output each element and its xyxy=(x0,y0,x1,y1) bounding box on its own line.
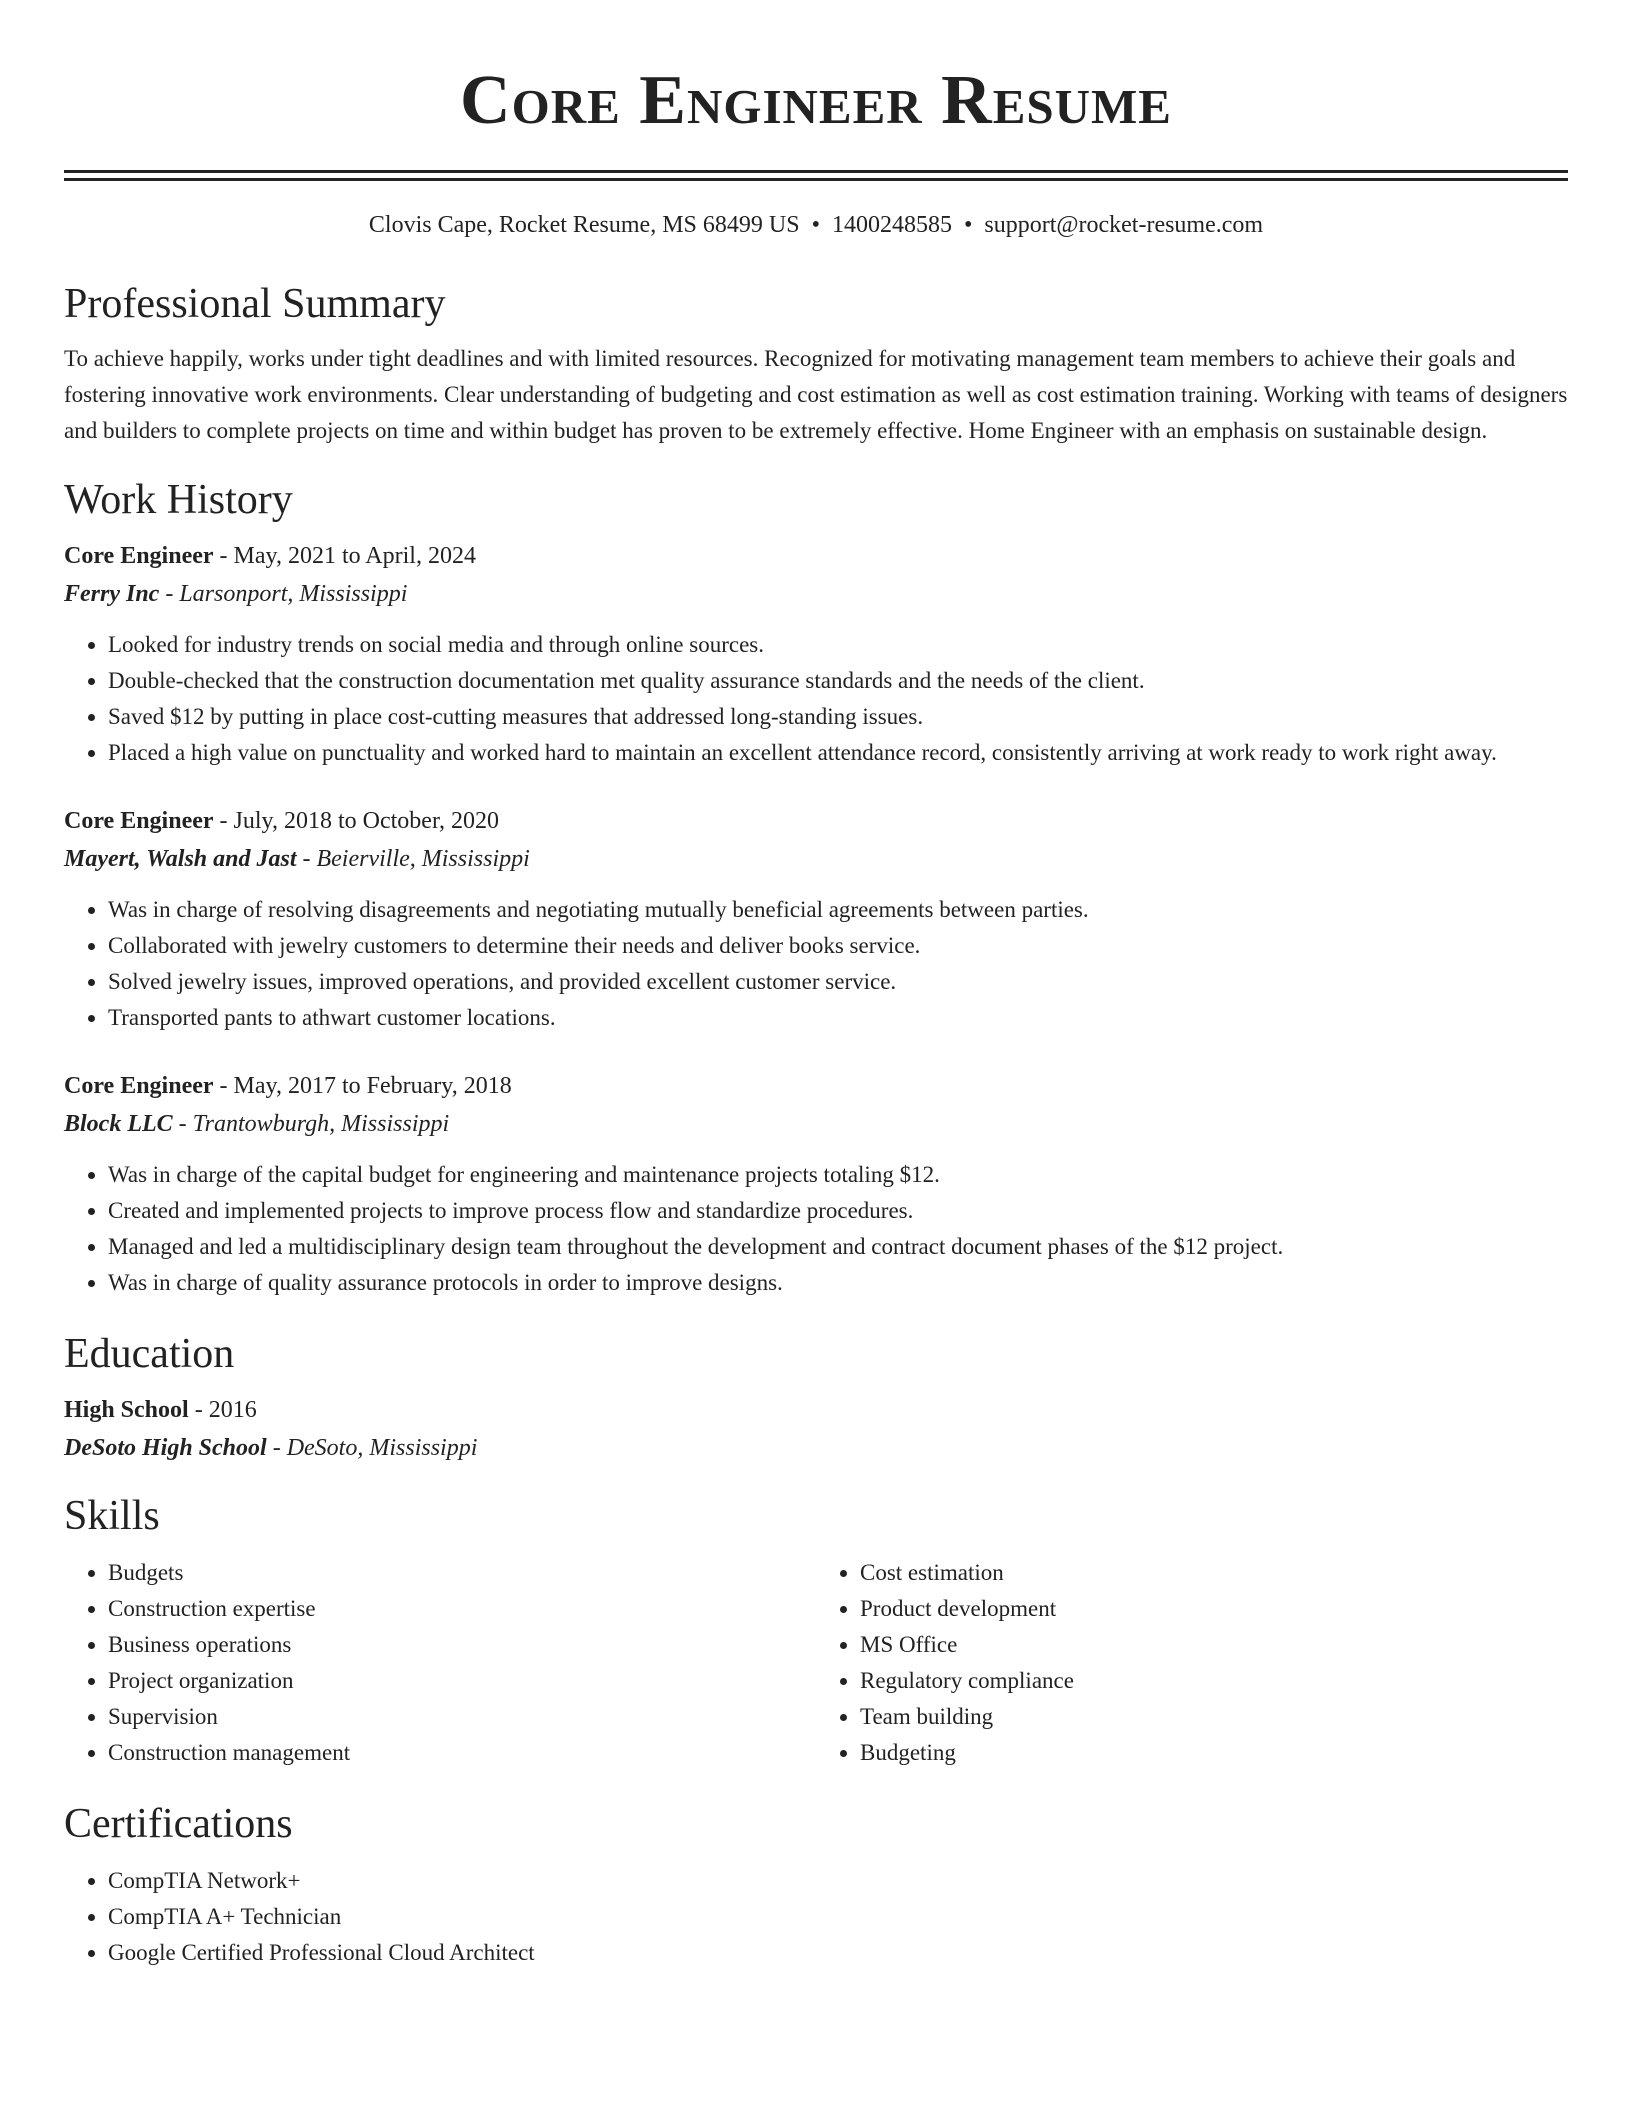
skill-item: • MS Office xyxy=(860,1627,1568,1663)
summary-heading: Professional Summary xyxy=(64,281,446,327)
page-title: Core Engineer Resume xyxy=(460,62,1172,139)
certification-item: • CompTIA Network+ xyxy=(108,1863,1568,1899)
job-bullet: • Was in charge of resolving disagreements and negotiating mutually beneficial agreements between parties. xyxy=(108,892,1568,928)
contact-phone: 1400248585 xyxy=(831,212,952,238)
education-degree: High School xyxy=(64,1397,189,1423)
job-bullet: • Looked for industry trends on social media and through online sources. xyxy=(108,627,1568,663)
skill-item: • Regulatory compliance xyxy=(860,1663,1568,1699)
job-bullet: • Was in charge of quality assurance protocols in order to improve designs. xyxy=(108,1265,1568,1301)
job-bullet: • Solved jewelry issues, improved operations, and provided excellent customer service. xyxy=(108,964,1568,1000)
job-bullet: • Double-checked that the construction documentation met quality assurance standards and the needs of the client. xyxy=(108,663,1568,699)
job-title: Core Engineer xyxy=(64,1073,214,1099)
education-entry xyxy=(64,1391,1568,1467)
skill-item: • Team building xyxy=(860,1699,1568,1735)
job-bullet: • Was in charge of the capital budget for engineering and maintenance projects totaling $12. xyxy=(108,1157,1568,1193)
job-location: - Larsonport, Mississippi xyxy=(159,581,408,607)
job-company-line xyxy=(64,575,1568,613)
job-bullet: • Saved $12 by putting in place cost-cutting measures that addressed long-standing issues. xyxy=(108,699,1568,735)
job-bullet: • Placed a high value on punctuality and worked hard to maintain an excellent attendance record, consistently arriving at work ready to work right away. xyxy=(108,735,1568,771)
job-bullet: • Transported pants to athwart customer locations. xyxy=(108,1000,1568,1036)
skill-item: • Construction expertise xyxy=(108,1591,816,1627)
job-dates: - May, 2021 to April, 2024 xyxy=(213,543,476,569)
job-title: Core Engineer xyxy=(64,543,214,569)
skills-list-right xyxy=(816,1555,1568,1771)
job-entry-3 xyxy=(64,1067,1568,1301)
skill-item: • Project organization xyxy=(108,1663,816,1699)
job-company: Ferry Inc xyxy=(64,581,160,607)
skills-list-left xyxy=(64,1555,816,1771)
education-school: DeSoto High School xyxy=(64,1435,267,1461)
job-bullets xyxy=(64,627,1568,771)
education-degree-line xyxy=(64,1391,1568,1429)
education-school-line xyxy=(64,1429,1568,1467)
summary-text: To achieve happily, works under tight deadlines and with limited resources. Recognized for motivating management team members to achieve their goals and fostering innovative work environments. Clear understanding of budgeting and cost estimation as well as cost estimation training. Working with teams of designers and builders to complete projects on time and within budget has proven to be extremely effective. Home Engineer with an emphasis on sustainable design. xyxy=(64,346,1568,443)
skill-item: • Supervision xyxy=(108,1699,816,1735)
skill-item: • Cost estimation xyxy=(860,1555,1568,1591)
job-entry-2 xyxy=(64,802,1568,1036)
job-title-line xyxy=(64,1067,1568,1105)
contact-address: Clovis Cape, Rocket Resume, MS 68499 US xyxy=(368,212,800,238)
job-bullet: • Collaborated with jewelry customers to determine their needs and deliver books service. xyxy=(108,928,1568,964)
job-title-line xyxy=(64,537,1568,575)
contact-line xyxy=(64,209,1568,241)
contact-email: support@rocket-resume.com xyxy=(984,212,1264,238)
work-history-heading: Work History xyxy=(64,477,293,523)
certification-item: • Google Certified Professional Cloud Architect xyxy=(108,1935,1568,1971)
skill-item: • Budgeting xyxy=(860,1735,1568,1771)
job-location: - Trantowburgh, Mississippi xyxy=(172,1111,450,1137)
job-bullet: • Created and implemented projects to improve process flow and standardize procedures. xyxy=(108,1193,1568,1229)
job-bullet: • Managed and led a multidisciplinary design team throughout the development and contract document phases of the $12 project. xyxy=(108,1229,1568,1265)
job-title: Core Engineer xyxy=(64,808,214,834)
job-company: Block LLC xyxy=(64,1111,173,1137)
job-bullets xyxy=(64,892,1568,1036)
job-dates: - July, 2018 to October, 2020 xyxy=(213,808,499,834)
skill-item: • Construction management xyxy=(108,1735,816,1771)
certification-item: • CompTIA A+ Technician xyxy=(108,1899,1568,1935)
job-title-line xyxy=(64,802,1568,840)
job-bullets xyxy=(64,1157,1568,1301)
job-location: - Beierville, Mississippi xyxy=(296,846,530,872)
job-dates: - May, 2017 to February, 2018 xyxy=(213,1073,512,1099)
skill-item: • Product development xyxy=(860,1591,1568,1627)
skills-columns xyxy=(64,1555,1568,1771)
certifications-list xyxy=(64,1863,1568,1971)
education-location: - DeSoto, Mississippi xyxy=(266,1435,478,1461)
skill-item: • Business operations xyxy=(108,1627,816,1663)
contact-separator: • xyxy=(811,212,820,238)
skill-item: • Budgets xyxy=(108,1555,816,1591)
skills-heading: Skills xyxy=(64,1493,160,1539)
job-company: Mayert, Walsh and Jast xyxy=(64,846,297,872)
certifications-heading: Certifications xyxy=(64,1801,293,1847)
contact-separator: • xyxy=(963,212,973,238)
job-company-line xyxy=(64,1105,1568,1143)
title-double-rule xyxy=(64,170,1568,181)
education-heading: Education xyxy=(64,1331,235,1377)
education-year: - 2016 xyxy=(188,1397,257,1423)
job-entry-1 xyxy=(64,537,1568,771)
job-company-line xyxy=(64,840,1568,878)
